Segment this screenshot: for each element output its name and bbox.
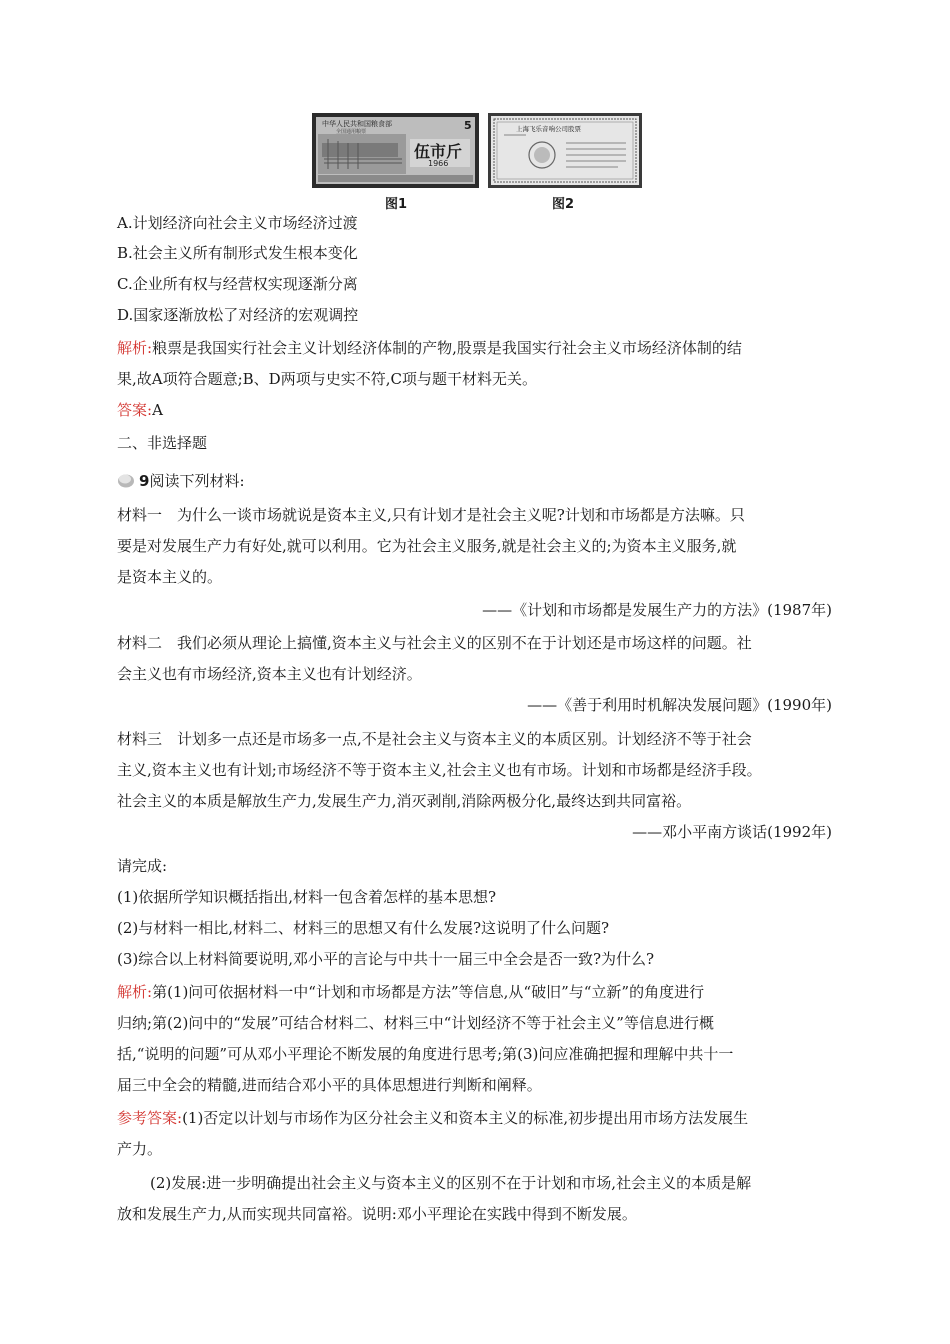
question-bullet-icon xyxy=(117,472,135,488)
analysis-1-line-2: 果,故A项符合题意;B、D两项与史实不符,C项与题干材料无关。 xyxy=(117,370,537,388)
certificate-header: 上海飞乐音响公司股票 xyxy=(516,125,581,133)
material-3-line-2: 主义,资本主义也有计划;市场经济不等于资本主义,社会主义也有市场。计划和市场都是经济手段。 xyxy=(117,761,762,779)
option-d: D.国家逐渐放松了对经济的宏观调控 xyxy=(117,306,359,324)
section-heading: 二、非选择题 xyxy=(117,434,208,452)
reference-answer-2-line-1: (2)发展:进一步明确提出社会主义与资本主义的区别不在于计划和市场,社会主义的本质是解 xyxy=(150,1174,752,1192)
option-b: B.社会主义所有制形式发生根本变化 xyxy=(117,244,358,262)
analysis-2-text: 第(1)问可依据材料一中“计划和市场都是方法”等信息,从“破旧”与“立新”的角度进行 xyxy=(152,983,705,1001)
coupon-year: 1966 xyxy=(428,159,449,168)
sub-question-3: (3)综合以上材料简要说明,邓小平的言论与中共十一届三中全会是否一致?为什么? xyxy=(117,950,655,968)
option-c: C.企业所有权与经营权实现逐渐分离 xyxy=(117,275,358,293)
option-a: A.计划经济向社会主义市场经济过渡 xyxy=(117,214,358,232)
material-2-source: ——《善于利用时机解决发展问题》(1990年) xyxy=(527,696,832,714)
analysis-2-line-3: 括,“说明的问题”可从邓小平理论不断发展的角度进行思考;第(3)问应准确把握和理解中共十一 xyxy=(117,1045,734,1063)
analysis-2-line-1 xyxy=(117,981,704,1003)
question-text: 阅读下列材料: xyxy=(149,472,245,490)
figure-group xyxy=(312,113,642,212)
material-2-line-1: 材料二 我们必须从理论上搞懂,资本主义与社会主义的区别不在于计划还是市场这样的问题。社 xyxy=(117,634,752,652)
reference-answer-line-2: 产力。 xyxy=(117,1140,163,1158)
material-2-line-2: 会主义也有市场经济,资本主义也有计划经济。 xyxy=(117,665,422,683)
analysis-1-line-1 xyxy=(117,337,742,359)
question-9 xyxy=(117,470,245,492)
figure-2-caption: 图2 xyxy=(552,197,575,212)
material-1-source: ——《计划和市场都是发展生产力的方法》(1987年) xyxy=(482,601,832,619)
coupon-value: 伍市斤 xyxy=(414,142,463,161)
reference-label: 参考答案: xyxy=(117,1109,183,1127)
answer-value: A xyxy=(152,401,163,419)
reference-answer-2-line-2: 放和发展生产力,从而实现共同富裕。说明:邓小平理论在实践中得到不断发展。 xyxy=(117,1205,637,1223)
answer-label: 答案: xyxy=(117,401,153,419)
material-3-line-1: 材料三 计划多一点还是市场多一点,不是社会主义与资本主义的本质区别。计划经济不等于社会 xyxy=(117,730,752,748)
question-number: 9 xyxy=(139,472,150,490)
analysis-2-line-4: 届三中全会的精髓,进而结合邓小平的具体思想进行判断和阐释。 xyxy=(117,1076,542,1094)
ration-coupon-image xyxy=(312,113,479,188)
material-1-line-2: 要是对发展生产力有好处,就可以利用。它为社会主义服务,就是社会主义的;为资本主义服务,就 xyxy=(117,537,737,555)
reference-text: (1)否定以计划与市场作为区分社会主义和资本主义的标准,初步提出用市场方法发展生 xyxy=(182,1109,749,1127)
material-1-line-1: 材料一 为什么一谈市场就说是资本主义,只有计划才是社会主义呢?计划和市场都是方法嘛。只 xyxy=(117,506,745,524)
analysis-label: 解析: xyxy=(117,339,153,357)
figure-1-caption: 图1 xyxy=(385,197,408,212)
analysis-text: 粮票是我国实行社会主义计划经济体制的产物,股票是我国实行社会主义市场经济体制的结 xyxy=(152,339,742,357)
stock-certificate-image xyxy=(488,113,642,188)
analysis-2-line-2: 归纳;第(2)问中的“发展”可结合材料二、材料三中“计划经济不等于社会主义”等信息进行概 xyxy=(117,1014,714,1032)
sub-question-1: (1)依据所学知识概括指出,材料一包含着怎样的基本思想? xyxy=(117,888,497,906)
reference-answer-line-1 xyxy=(117,1107,748,1129)
coupon-header: 中华人民共和国粮食部 xyxy=(322,120,392,128)
analysis-2-label: 解析: xyxy=(117,983,153,1001)
sub-question-2: (2)与材料一相比,材料二、材料三的思想又有什么发展?这说明了什么问题? xyxy=(117,919,610,937)
prompt: 请完成: xyxy=(117,857,168,875)
material-3-source: ——邓小平南方谈话(1992年) xyxy=(632,823,832,841)
answer-1 xyxy=(117,399,163,421)
material-1-line-3: 是资本主义的。 xyxy=(117,568,223,586)
coupon-number: 5 xyxy=(464,119,472,132)
coupon-subheader: 全国通用粮票 xyxy=(336,129,367,135)
material-3-line-3: 社会主义的本质是解放生产力,发展生产力,消灭剥削,消除两极分化,最终达到共同富裕。 xyxy=(117,792,692,810)
